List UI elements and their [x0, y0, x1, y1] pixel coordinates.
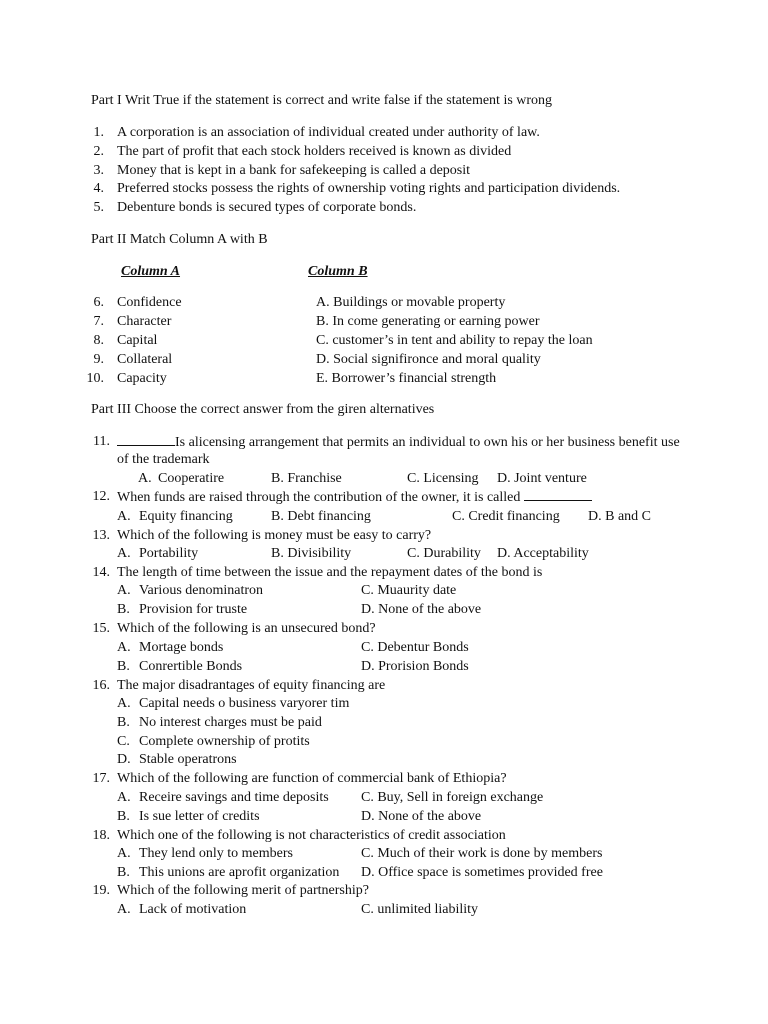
- option-b: Conrertible Bonds: [139, 659, 243, 674]
- question-line: [117, 433, 680, 452]
- option-d: Stable operatrons: [139, 752, 237, 767]
- item-number: 5.: [93, 200, 104, 215]
- option-c: C. Much of their work is done by members: [361, 846, 603, 861]
- item-number: 10.: [86, 371, 104, 386]
- question-text-continued: of the trademark: [117, 452, 210, 467]
- option-b: This unions are aprofit organization: [139, 865, 340, 880]
- column-a-title: Column A: [121, 264, 181, 279]
- answer-blank[interactable]: [524, 488, 592, 501]
- option-letter: A.: [117, 509, 131, 524]
- question-number: 17.: [92, 771, 110, 786]
- column-a-item: Capacity: [117, 371, 167, 386]
- part2-heading: Part II Match Column A with B: [91, 232, 268, 247]
- option-letter: A.: [117, 583, 131, 598]
- option-c: C. Debentur Bonds: [361, 640, 469, 655]
- option-letter: B.: [117, 602, 130, 617]
- item-text: Money that is kept in a bank for safekeeping is called a deposit: [117, 163, 471, 178]
- answer-blank[interactable]: [117, 433, 175, 446]
- item-number: 6.: [93, 295, 104, 310]
- option-letter: B.: [117, 659, 130, 674]
- question-text: When funds are raised through the contribution of the owner, it is called: [117, 490, 521, 505]
- option-d: D. None of the above: [361, 602, 482, 617]
- option-letter: A.: [117, 846, 131, 861]
- option-a: Mortage bonds: [139, 640, 224, 655]
- option-b: Provision for truste: [139, 602, 248, 617]
- question-number: 11.: [93, 434, 110, 449]
- column-a-item: Confidence: [117, 295, 182, 310]
- question-text: Is alicensing arrangement that permits an individual to own his or her business benefit use: [175, 435, 680, 450]
- column-b-title: Column B: [308, 264, 368, 279]
- option-b: B. Franchise: [271, 471, 342, 486]
- option-c: C. Licensing: [407, 471, 479, 486]
- question-number: 19.: [92, 883, 110, 898]
- question-text: Which of the following is an unsecured bond?: [117, 621, 376, 636]
- question-number: 13.: [92, 528, 110, 543]
- question-number: 18.: [92, 828, 110, 843]
- question-text: Which one of the following is not characteristics of credit association: [117, 828, 506, 843]
- column-b-item: C. customer’s in tent and ability to repay the loan: [316, 333, 593, 348]
- option-letter: A.: [117, 902, 131, 917]
- option-letter: B.: [117, 809, 130, 824]
- option-b: B. Divisibility: [271, 546, 352, 561]
- item-number: 3.: [93, 163, 104, 178]
- option-c: C. Credit financing: [452, 509, 560, 524]
- question-text: Which of the following merit of partnership?: [117, 883, 369, 898]
- question-text: The major disadrantages of equity financing are: [117, 678, 386, 693]
- question-text: Which of the following are function of commercial bank of Ethiopia?: [117, 771, 507, 786]
- option-a: Equity financing: [139, 509, 233, 524]
- item-number: 1.: [93, 125, 104, 140]
- option-a: They lend only to members: [139, 846, 293, 861]
- question-number: 16.: [92, 678, 110, 693]
- item-number: 9.: [93, 352, 104, 367]
- option-letter: C.: [117, 734, 130, 749]
- question-number: 12.: [92, 489, 110, 504]
- option-c: C. unlimited liability: [361, 902, 479, 917]
- option-a: Lack of motivation: [139, 902, 247, 917]
- item-text: Debenture bonds is secured types of corporate bonds.: [117, 200, 417, 215]
- question-text: Which of the following is money must be easy to carry?: [117, 528, 432, 543]
- item-text: The part of profit that each stock holders received is known as divided: [117, 144, 512, 159]
- option-letter: A.: [117, 696, 131, 711]
- option-a: Various denominatron: [139, 583, 264, 598]
- option-b: No interest charges must be paid: [139, 715, 322, 730]
- column-b-item: A. Buildings or movable property: [316, 295, 506, 310]
- option-c: C. Durability: [407, 546, 481, 561]
- option-d: D. Joint venture: [497, 471, 587, 486]
- option-a: Portability: [139, 546, 199, 561]
- option-c: C. Buy, Sell in foreign exchange: [361, 790, 544, 805]
- part1-heading: Part I Writ True if the statement is correct and write false if the statement is wrong: [91, 93, 553, 108]
- item-number: 4.: [93, 181, 104, 196]
- question-text: The length of time between the issue and the repayment dates of the bond is: [117, 565, 543, 580]
- column-b-item: D. Social signifironce and moral quality: [316, 352, 541, 367]
- column-a-item: Character: [117, 314, 172, 329]
- option-d: D. None of the above: [361, 809, 482, 824]
- option-letter: A.: [117, 640, 131, 655]
- part3-heading: Part III Choose the correct answer from the giren alternatives: [91, 402, 435, 417]
- option-letter: B.: [117, 865, 130, 880]
- option-a: Receire savings and time deposits: [139, 790, 329, 805]
- item-text: Preferred stocks possess the rights of ownership voting rights and participation dividends.: [117, 181, 621, 196]
- question-line: [117, 488, 592, 507]
- option-b: B. Debt financing: [271, 509, 371, 524]
- option-b: Is sue letter of credits: [139, 809, 260, 824]
- option-c: Complete ownership of protits: [139, 734, 310, 749]
- item-text: A corporation is an association of individual created under authority of law.: [117, 125, 540, 140]
- option-d: D. Prorision Bonds: [361, 659, 469, 674]
- option-d: D. B and C: [588, 509, 651, 524]
- column-a-item: Capital: [117, 333, 158, 348]
- question-number: 15.: [92, 621, 110, 636]
- option-letter: A.: [117, 546, 131, 561]
- column-b-item: B. In come generating or earning power: [316, 314, 540, 329]
- option-d: D. Acceptability: [497, 546, 589, 561]
- column-a-item: Collateral: [117, 352, 173, 367]
- option-a: Capital needs o business varyorer tim: [139, 696, 350, 711]
- option-letter: A.: [138, 471, 152, 486]
- option-letter: D.: [117, 752, 131, 767]
- option-letter: A.: [117, 790, 131, 805]
- option-a: Cooperatire: [158, 471, 225, 486]
- option-letter: B.: [117, 715, 130, 730]
- question-number: 14.: [92, 565, 110, 580]
- item-number: 7.: [93, 314, 104, 329]
- item-number: 8.: [93, 333, 104, 348]
- option-d: D. Office space is sometimes provided free: [361, 865, 603, 880]
- item-number: 2.: [93, 144, 104, 159]
- column-b-item: E. Borrower’s financial strength: [316, 371, 497, 386]
- option-c: C. Muaurity date: [361, 583, 457, 598]
